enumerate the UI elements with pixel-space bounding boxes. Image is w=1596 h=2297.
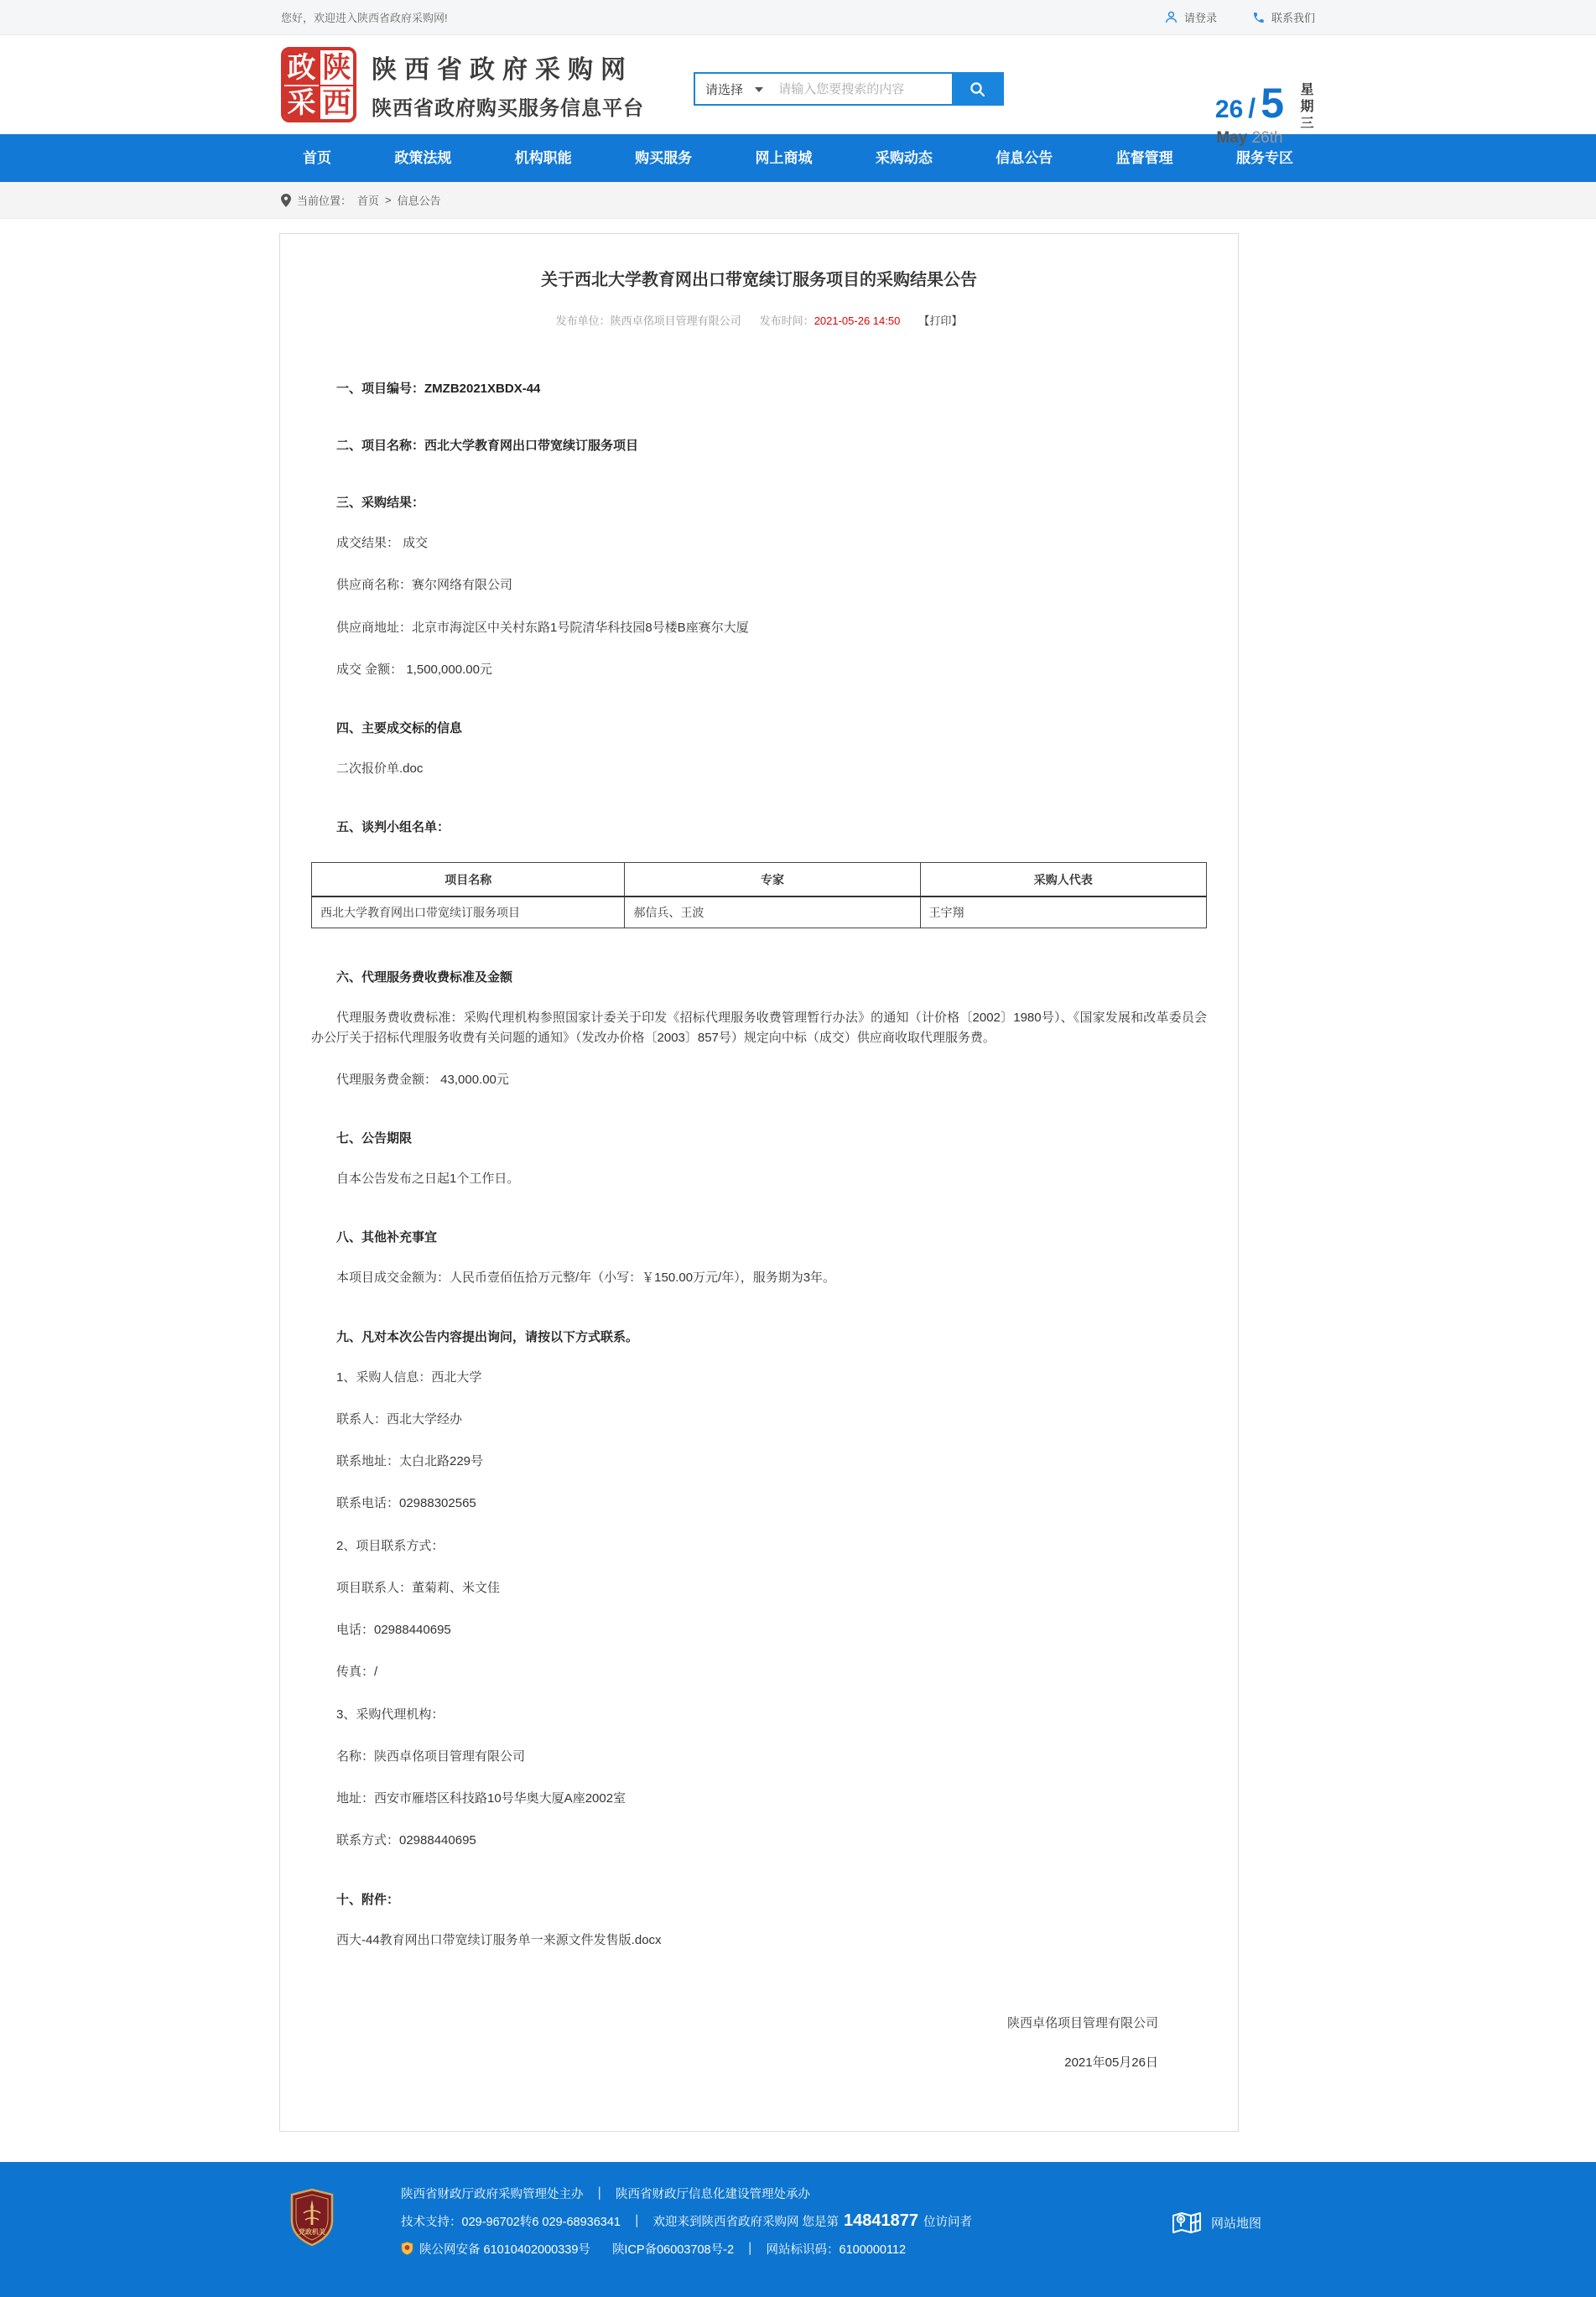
section-heading: 二、项目名称：西北大学教育网出口带宽续订服务项目 (336, 439, 639, 453)
print-button[interactable]: 【打印】 (918, 314, 963, 327)
welcome-text: 您好，欢迎进入陕西省政府采购网! (281, 12, 448, 24)
result-line: 成交结果： 成交 (336, 536, 429, 550)
section-heading: 八、其他补充事宜 (336, 1230, 438, 1245)
seal-char: 陕 (319, 50, 353, 85)
signature-date: 2021年05月26日 (1064, 2055, 1158, 2070)
nav-item-home[interactable]: 首页 (303, 150, 331, 166)
main-area (0, 219, 1596, 2162)
footer-sponsor-b: 陕西省财政厅信息化建设管理处承办 (616, 2187, 810, 2201)
contact-address: 联系地址：太白北路229号 (336, 1454, 484, 1468)
seal-char: 政 (284, 50, 319, 85)
user-icon (1164, 10, 1178, 24)
table-header-row (312, 863, 1207, 896)
search-select-value: 请选择 (705, 82, 744, 97)
location-pin-icon (281, 194, 291, 207)
purchaser-info: 1、采购人信息：西北大学 (336, 1369, 482, 1385)
cell-project-name: 西北大学教育网出口带宽续订服务项目 (312, 896, 625, 928)
article-content (280, 328, 1238, 2071)
search-input[interactable] (772, 74, 952, 104)
col-experts: 专家 (625, 863, 920, 896)
nav-item-supervision[interactable]: 监督管理 (1115, 150, 1173, 166)
agency-name: 名称：陕西卓佲项目管理有限公司 (336, 1749, 526, 1764)
breadcrumb-current[interactable]: 信息公告 (397, 195, 441, 207)
section-heading: 四、主要成交标的信息 (336, 721, 463, 735)
section-contacts (311, 1328, 1207, 1851)
period-line: 自本公告发布之日起1个工作日。 (336, 1172, 520, 1186)
section-main-deal-info (311, 719, 1207, 778)
date-day: 26 (1214, 96, 1244, 123)
section-other-matters (311, 1228, 1207, 1287)
agency-phone: 联系方式：02988440695 (336, 1833, 476, 1848)
publisher-value: 陕西卓佲项目管理有限公司 (610, 314, 741, 327)
attachment-link[interactable]: 二次报价单.doc (336, 761, 424, 776)
project-contact-phone: 电话：02988440695 (336, 1623, 451, 1637)
contact-label: 联系我们 (1271, 12, 1315, 24)
gov-emblem-icon (289, 2188, 335, 2251)
chevron-down-icon (755, 87, 763, 96)
page-title: 关于西北大学教育网出口带宽续订服务项目的采购结果公告 (541, 271, 977, 289)
contact-link[interactable] (1252, 9, 1315, 25)
site-id-code: 网站标识码：6100000112 (766, 2242, 907, 2257)
cell-purchaser-rep: 王宇翔 (920, 896, 1206, 928)
publish-time-value: 2021-05-26 14:50 (814, 314, 901, 327)
date-widget (1215, 79, 1315, 148)
signature-block (311, 2014, 1207, 2071)
breadcrumb-separator: > (385, 194, 392, 206)
section-procurement-result (311, 493, 1207, 679)
tech-support: 技术支持：029-96702转6 029-68936341 (401, 2215, 621, 2229)
section-negotiation-team (311, 818, 1207, 928)
footer-line-2: 技术支持：029-96702转6 029-68936341 ｜ 欢迎来到陕西省政府采购网 您是第 14841877 位访问者 (401, 2211, 972, 2230)
sitemap-link[interactable] (1172, 2211, 1261, 2236)
site-footer (0, 2162, 1596, 2297)
nav-item-functions[interactable]: 机构职能 (514, 150, 572, 166)
section-heading: 七、公告期限 (336, 1131, 413, 1146)
nav-item-policies[interactable]: 政策法规 (394, 150, 452, 166)
seal-char: 西 (319, 85, 353, 119)
site-logo[interactable] (281, 47, 644, 122)
nav-item-purchase-services[interactable]: 购买服务 (635, 150, 693, 166)
section-heading: 六、代理服务费收费标准及金额 (336, 970, 513, 985)
main-nav (0, 134, 1596, 182)
search-bar (694, 72, 1004, 106)
breadcrumb (281, 182, 1315, 218)
site-subtitle: 陕西省政府购买服务信息平台 (372, 97, 644, 120)
seal-char: 采 (284, 85, 319, 119)
supplier-name-line: 供应商名称：赛尔网络有限公司 (336, 578, 513, 593)
date-slash: / (1248, 93, 1256, 123)
phone-icon (1252, 11, 1266, 24)
site-header (0, 35, 1596, 147)
login-link[interactable] (1164, 9, 1217, 25)
article-card (279, 233, 1239, 2132)
section-heading: 九、凡对本次公告内容提出询问，请按以下方式联系。 (336, 1329, 639, 1344)
table-row (312, 896, 1207, 928)
date-weekday: 星期三 (1298, 82, 1313, 133)
security-record[interactable]: 陕公网安备 61010402000339号 (419, 2242, 590, 2257)
publish-time-label: 发布时间： (759, 314, 814, 327)
col-purchaser-rep: 采购人代表 (920, 863, 1206, 896)
nav-item-online-mall[interactable]: 网上商城 (755, 150, 813, 166)
col-project-name: 项目名称 (312, 863, 625, 896)
nav-item-service-zone[interactable]: 服务专区 (1236, 150, 1293, 166)
icp-record[interactable]: 陕ICP备06003708号-2 (611, 2242, 735, 2257)
cell-experts: 郝信兵、王波 (625, 896, 920, 928)
breadcrumb-label: 当前位置： (297, 195, 352, 207)
negotiation-team-table (311, 862, 1207, 928)
agency-address: 地址：西安市雁塔区科技路10号华奥大厦A座2002室 (336, 1791, 626, 1806)
deal-amount-line: 成交 金额： 1,500,000.00元 (336, 662, 492, 677)
section-attachments (311, 1890, 1207, 1950)
search-icon (969, 81, 986, 98)
attachment-link[interactable]: 西大-44教育网出口带宽续订服务单一来源文件发售版.docx (336, 1932, 662, 1947)
footer-sponsor-a: 陕西省财政厅政府采购管理处主办 (401, 2187, 584, 2201)
project-contact-person: 项目联系人：董菊莉、米文佳 (336, 1580, 501, 1595)
search-button[interactable] (952, 74, 1002, 104)
section-heading: 五、谈判小组名单： (336, 820, 450, 835)
section-heading: 一、项目编号：ZMZB2021XBDX-44 (336, 382, 541, 396)
section-heading: 三、采购结果： (336, 496, 425, 510)
site-title: 陕西省政府采购网 (372, 56, 633, 84)
nav-item-announcements[interactable]: 信息公告 (996, 150, 1053, 166)
visitor-text-suffix: 位访问者 (923, 2215, 972, 2229)
map-icon (1172, 2211, 1202, 2236)
seal-logo-icon (281, 47, 356, 122)
section-project-name (311, 436, 1207, 454)
signature-company: 陕西卓佲项目管理有限公司 (1006, 2015, 1158, 2030)
other-matters-line: 本项目成交金额为：人民币壹佰伍拾万元整/年（小写：￥150.00万元/年），服务期为3年。 (336, 1271, 836, 1286)
project-contact-fax: 传真：/ (336, 1665, 378, 1680)
section-heading: 十、附件： (336, 1892, 400, 1907)
footer-line-3: 陕公网安备 61010402000339号 陕ICP备06003708号-2 ｜ 网站标识码：6100000112 (401, 2240, 1315, 2258)
svg-text:党政机关: 党政机关 (299, 2227, 325, 2236)
breadcrumb-bar (0, 182, 1596, 219)
date-month: 5 (1261, 80, 1284, 127)
agency-fee-standard: 代理服务费收费标准：采购代理机构参照国家计委关于印发《招标代理服务收费管理暂行办法》的通知（计价格〔2002〕1980号）、《国家发展和改革委员会办公厅关于招标代理服务收费有关问题的通知》（发改办价格〔2003〕857号）规定向中标（成交）供应商收取代理服务费。 (311, 1011, 1207, 1045)
topbar (0, 0, 1596, 35)
sitemap-label: 网站地图 (1210, 2216, 1261, 2232)
contact-person: 联系人：西北大学经办 (336, 1411, 463, 1427)
contact-phone: 联系电话：02988302565 (336, 1496, 476, 1511)
article-meta (280, 312, 1238, 328)
breadcrumb-home[interactable]: 首页 (357, 195, 380, 207)
publisher-label: 发布单位： (555, 314, 611, 327)
nav-item-procurement-news[interactable]: 采购动态 (875, 150, 933, 166)
agency-title: 3、采购代理机构： (336, 1707, 444, 1722)
project-contact-title: 2、项目联系方式： (336, 1538, 444, 1553)
supplier-address-line: 供应商地址：北京市海淀区中关村东路1号院清华科技园8号楼B座赛尔大厦 (336, 620, 749, 635)
search-category-select[interactable] (695, 74, 772, 104)
section-agency-fee (311, 968, 1207, 1089)
date-en-day: 26th (1251, 129, 1283, 147)
section-announcement-period (311, 1129, 1207, 1188)
agency-fee-amount: 代理服务费金额： 43,000.00元 (336, 1072, 509, 1087)
footer-line-1: 陕西省财政厅政府采购管理处主办 ｜ 陕西省财政厅信息化建设管理处承办 (401, 2185, 1315, 2202)
section-project-number (311, 379, 1207, 397)
date-en-month: May (1216, 129, 1248, 147)
police-badge-icon (401, 2242, 413, 2255)
visitor-count: 14841877 (844, 2211, 918, 2230)
login-label: 请登录 (1183, 12, 1217, 24)
visitor-text: 欢迎来到陕西省政府采购网 您是第 (652, 2215, 840, 2229)
